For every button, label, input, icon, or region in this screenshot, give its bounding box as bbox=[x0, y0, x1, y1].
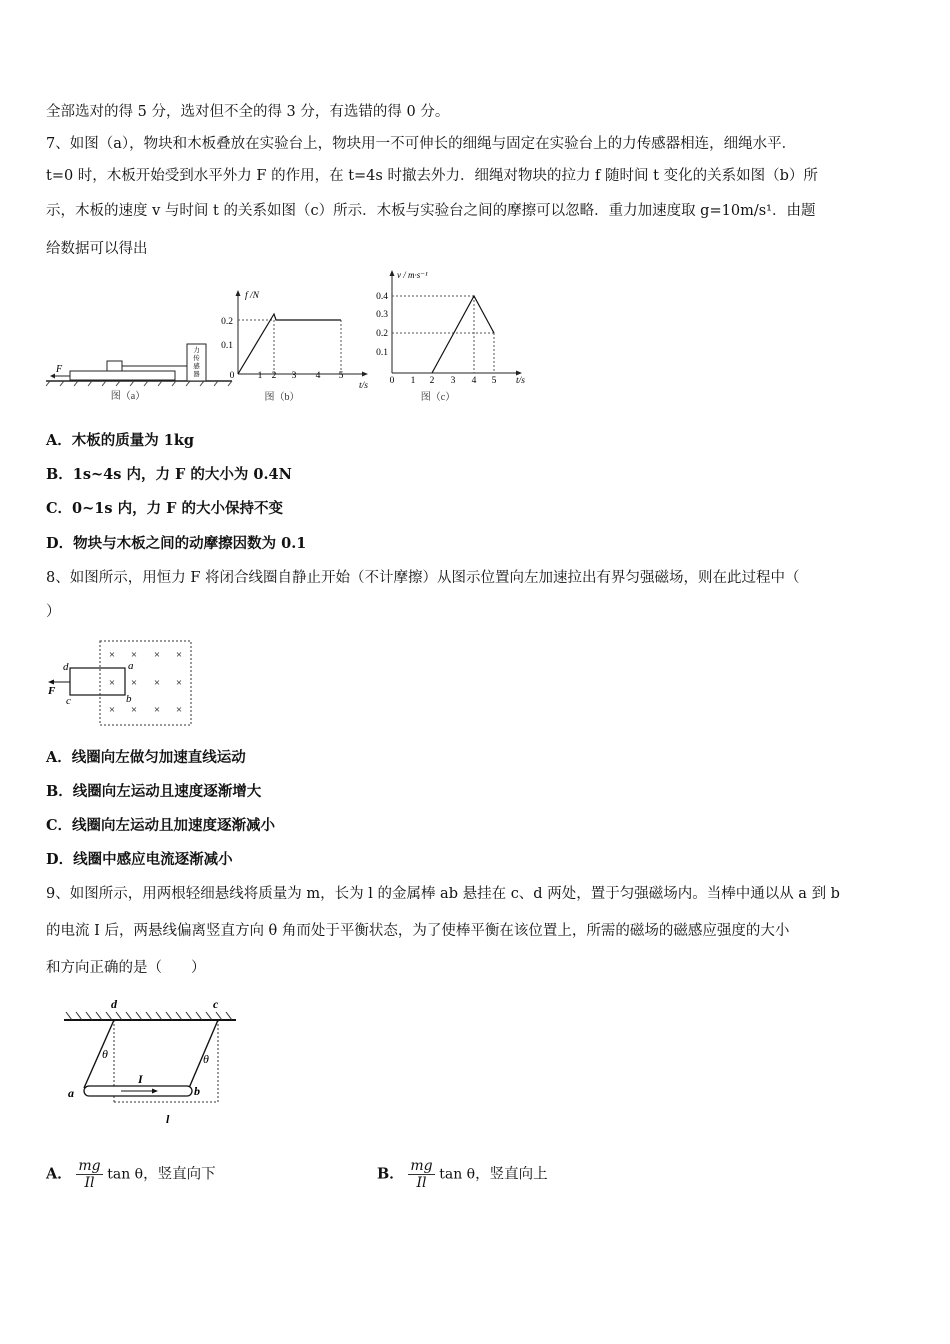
sensor-char: 器 bbox=[193, 371, 200, 378]
field-cross: × bbox=[153, 649, 161, 661]
q7-figure-a bbox=[44, 336, 234, 408]
fig-c-xtick: 2 bbox=[429, 376, 435, 386]
fraction-denominator: Il bbox=[416, 1175, 427, 1191]
fig-c-ytick: 0.4 bbox=[376, 292, 388, 302]
label-d: d bbox=[111, 997, 117, 1011]
fig-c-caption: 图（c） bbox=[420, 392, 456, 403]
fig-c-ytick: 0.3 bbox=[376, 310, 388, 320]
label-a: a bbox=[68, 1086, 74, 1100]
q9-option-a-label: A． bbox=[46, 1165, 72, 1183]
q9-option-b-label: B． bbox=[377, 1165, 404, 1183]
q8-option-c[interactable]: C．线圈向左运动且加速度逐渐减小 bbox=[46, 817, 276, 834]
label-b: b bbox=[194, 1084, 200, 1098]
tan-theta: tan θ bbox=[107, 1166, 144, 1183]
q7-line4: 给数据可以得出 bbox=[46, 241, 148, 257]
force-label: F bbox=[56, 364, 63, 375]
q7-option-b[interactable]: B．1s~4s 内，力 F 的大小为 0.4N bbox=[46, 466, 292, 483]
fig-b-xlabel: t/s bbox=[359, 381, 368, 391]
q9-option-a-direction: ，竖直向下 bbox=[143, 1166, 216, 1183]
q9-option-a[interactable] bbox=[46, 1158, 216, 1191]
label-a: a bbox=[128, 660, 134, 672]
q7-line2: t=0 时，木板开始受到水平外力 F 的作用，在 t=4s 时撤去外力．细绳对物块的拉力 f 随时间 t 变化的关系如图（b）所 bbox=[46, 168, 818, 184]
fig-b-ytick: 0.2 bbox=[221, 317, 233, 327]
field-cross: × bbox=[130, 649, 138, 661]
q7-figure-b bbox=[214, 284, 378, 408]
label-c: c bbox=[66, 695, 71, 707]
q8-option-a[interactable]: A．线圈向左做匀加速直线运动 bbox=[46, 749, 246, 766]
field-cross: × bbox=[130, 677, 138, 689]
fraction-numerator: mg bbox=[78, 1158, 101, 1174]
fig-c-ylabel: v / m·s⁻¹ bbox=[397, 270, 428, 280]
label-theta: θ bbox=[203, 1052, 209, 1066]
q9-option-b-fraction bbox=[408, 1158, 434, 1191]
fig-b-xtick: 5 bbox=[338, 371, 344, 381]
q7-option-a[interactable]: A．木板的质量为 1kg bbox=[46, 432, 195, 449]
q9-line1: 9、如图所示，用两根轻细悬线将质量为 m，长为 l 的金属棒 ab 悬挂在 c、d 两处，置于匀强磁场内。当棒中通以从 a 到 b bbox=[46, 886, 840, 902]
q7-option-d[interactable]: D．物块与木板之间的动摩擦因数为 0.1 bbox=[46, 535, 307, 552]
coil bbox=[70, 668, 125, 695]
q7-line3: 示，木板的速度 v 与时间 t 的关系如图（c）所示．木板与实验台之间的摩擦可以忽略．重力加速度取 g=10m/s¹．由题 bbox=[46, 203, 816, 219]
board bbox=[70, 371, 175, 380]
q8-line2: ） bbox=[46, 604, 61, 620]
field-cross: × bbox=[130, 704, 138, 716]
field-cross: × bbox=[175, 677, 183, 689]
q9-option-b-direction: ，竖直向上 bbox=[475, 1166, 548, 1183]
fraction-numerator: mg bbox=[410, 1158, 433, 1174]
fig-b-xtick: 0 bbox=[229, 371, 235, 381]
label-b: b bbox=[126, 693, 132, 705]
fig-a-caption: 图（a） bbox=[110, 391, 146, 402]
fig-c-xtick: 0 bbox=[389, 376, 395, 386]
field-cross: × bbox=[175, 649, 183, 661]
fig-c-xtick: 1 bbox=[410, 376, 416, 386]
force-arrow bbox=[50, 374, 55, 379]
fig-b-ylabel: f /N bbox=[245, 291, 259, 301]
fig-b-xtick: 3 bbox=[291, 371, 297, 381]
label-F: F bbox=[48, 685, 56, 697]
q8-figure bbox=[44, 636, 196, 730]
pull-arrow bbox=[48, 680, 54, 685]
fig-b-caption: 图（b） bbox=[264, 392, 300, 403]
fig-c-xtick: 3 bbox=[450, 376, 456, 386]
q7-line1: 7、如图（a），物块和木板叠放在实验台上，物块用一不可伸长的细绳与固定在实验台上的力传感器相连，细绳水平． bbox=[46, 136, 797, 152]
suspension-line-left bbox=[84, 1020, 114, 1088]
field-cross: × bbox=[153, 677, 161, 689]
fig-c-xtick: 4 bbox=[471, 376, 477, 386]
field-cross: × bbox=[175, 704, 183, 716]
field-cross: × bbox=[108, 704, 116, 716]
field-cross: × bbox=[108, 677, 116, 689]
fig-c-ytick: 0.1 bbox=[376, 348, 388, 358]
sensor-char: 感 bbox=[193, 363, 200, 370]
q8-option-d[interactable]: D．线圈中感应电流逐渐减小 bbox=[46, 851, 233, 868]
sensor-char: 力 bbox=[193, 347, 200, 354]
q8-line1: 8、如图所示，用恒力 F 将闭合线圈自静止开始（不计摩擦）从图示位置向左加速拉出有界匀强磁场，则在此过程中（ bbox=[46, 570, 800, 586]
fig-b-ytick: 0.1 bbox=[221, 341, 233, 351]
fig-c-series-line bbox=[432, 296, 494, 373]
q9-line2: 的电流 I 后，两悬线偏离竖直方向 θ 角而处于平衡状态，为了使棒平衡在该位置上，所需的磁场的磁感应强度的大小 bbox=[46, 923, 790, 939]
label-current: I bbox=[138, 1072, 143, 1086]
intro-text: 全部选对的得 5 分，选对但不全的得 3 分，有选错的得 0 分。 bbox=[46, 104, 450, 120]
label-theta: θ bbox=[102, 1047, 108, 1061]
fraction-denominator: Il bbox=[84, 1175, 95, 1191]
sensor-char: 传 bbox=[193, 355, 200, 362]
label-d: d bbox=[63, 661, 69, 673]
field-cross: × bbox=[153, 704, 161, 716]
fig-b-xtick: 2 bbox=[271, 371, 277, 381]
q8-option-b[interactable]: B．线圈向左运动且速度逐渐增大 bbox=[46, 783, 262, 800]
fig-b-xtick: 1 bbox=[257, 371, 263, 381]
fig-c-xtick: 5 bbox=[491, 376, 497, 386]
label-length: l bbox=[166, 1112, 170, 1126]
q9-figure bbox=[46, 990, 246, 1138]
fig-c-ytick: 0.2 bbox=[376, 329, 388, 339]
fig-b-series-line bbox=[238, 314, 341, 374]
fig-b-xtick: 4 bbox=[315, 371, 321, 381]
fig-c-xlabel: t/s bbox=[516, 376, 525, 386]
field-cross: × bbox=[108, 649, 116, 661]
q7-figure-c bbox=[368, 266, 534, 408]
tan-theta: tan θ bbox=[439, 1166, 476, 1183]
q7-option-c[interactable]: C．0~1s 内，力 F 的大小保持不变 bbox=[46, 500, 283, 517]
label-c: c bbox=[213, 997, 219, 1011]
q9-option-a-fraction bbox=[76, 1158, 102, 1191]
block bbox=[107, 361, 122, 371]
q9-option-b[interactable] bbox=[377, 1158, 548, 1191]
q9-line3: 和方向正确的是（ ） bbox=[46, 960, 206, 976]
